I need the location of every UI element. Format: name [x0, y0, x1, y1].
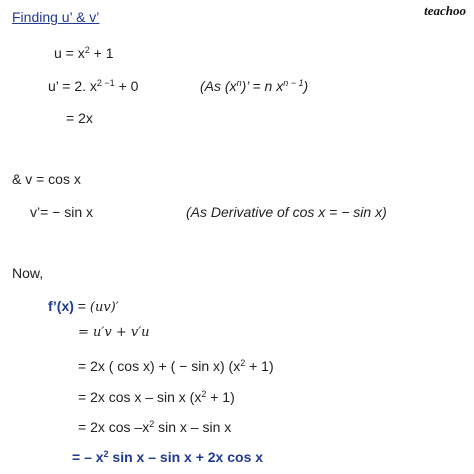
- u-prime-text: u’ = 2. x: [48, 78, 97, 94]
- f-prime-definition: [48, 297, 119, 317]
- cos-derivative-note: (As Derivative of cos x = − sin x): [186, 204, 387, 220]
- power-rule-note-start: (As (x: [200, 78, 237, 94]
- final-answer-text: = – x: [72, 449, 104, 465]
- u-prime-exponent: 2 −1: [96, 78, 115, 88]
- power-rule-note-exp-n-minus-1: n − 1: [283, 78, 304, 88]
- final-answer-exponent: 2: [103, 449, 109, 459]
- step-substitution-tail: + 1): [245, 358, 274, 374]
- power-rule-note-exp-n: n: [236, 78, 242, 88]
- step-simplify-text: = 2x cos x – sin x (x: [78, 389, 202, 405]
- step-simplify: [78, 388, 235, 406]
- v-definition: & v = cos x: [12, 171, 81, 187]
- f-prime-equals: =: [73, 298, 90, 314]
- section-heading: Finding u’ & v’: [12, 9, 100, 25]
- product-rule-step: = u′v + v′u: [78, 325, 150, 340]
- step-substitution-exponent: 2: [240, 358, 246, 368]
- step-expand: [78, 418, 231, 436]
- u-definition-exponent: 2: [84, 45, 90, 55]
- step-expand-text: = 2x cos –x: [78, 419, 150, 435]
- now-label: Now,: [12, 265, 44, 281]
- step-simplify-exponent: 2: [201, 389, 207, 399]
- final-answer-tail: sin x – sin x + 2x cos x: [108, 449, 264, 465]
- u-definition-text: u = x: [54, 45, 85, 61]
- step-substitution-text: = 2x ( cos x) + ( − sin x) (x: [78, 358, 241, 374]
- power-rule-note-end: ): [303, 78, 309, 94]
- u-definition-tail: + 1: [89, 45, 114, 61]
- f-prime-lhs: f’(x): [48, 298, 74, 314]
- final-answer: [72, 448, 263, 466]
- u-prime-result: = 2x: [66, 110, 93, 126]
- step-simplify-tail: + 1): [206, 389, 235, 405]
- step-expand-tail: sin x – sin x: [154, 419, 232, 435]
- u-definition: [54, 44, 114, 62]
- u-prime-tail: + 0: [114, 78, 139, 94]
- step-substitution: [78, 357, 274, 375]
- step-expand-exponent: 2: [149, 419, 155, 429]
- teachoo-logo: teachoo: [424, 3, 466, 18]
- f-prime-rhs: (uv)′: [89, 300, 119, 315]
- power-rule-note: [200, 77, 308, 95]
- v-prime-derivative: v’= − sin x: [30, 204, 94, 220]
- power-rule-note-mid: )’ = n x: [241, 78, 284, 94]
- u-prime-derivative: [48, 77, 138, 95]
